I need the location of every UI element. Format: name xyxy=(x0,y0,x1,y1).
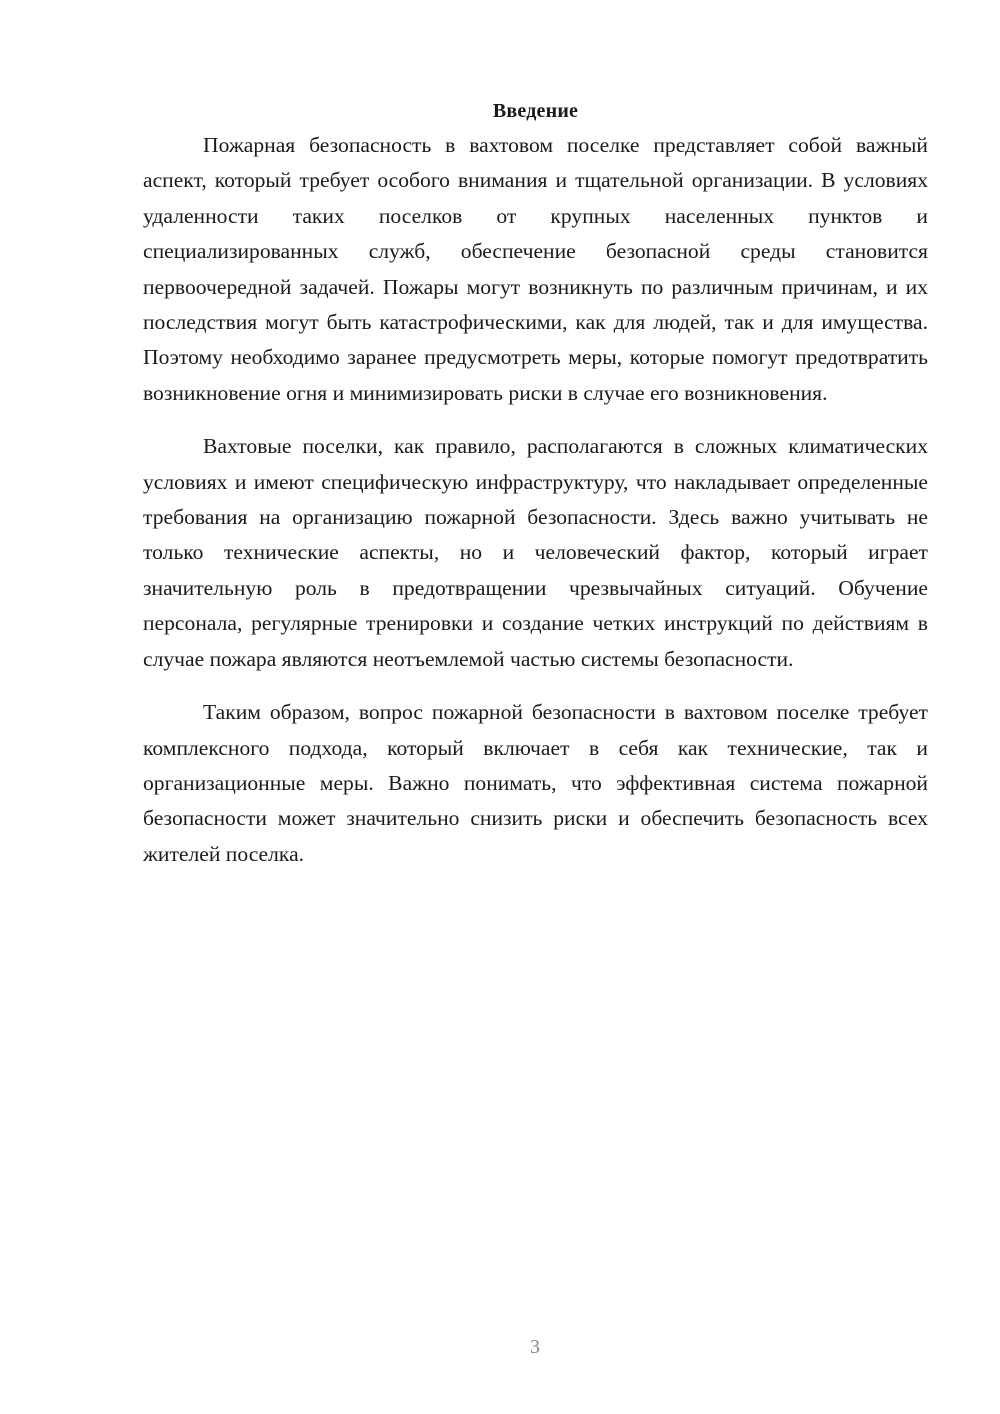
page-content xyxy=(143,96,928,872)
paragraph-3: Таким образом, вопрос пожарной безопасности в вахтовом поселке требует комплексного подхода, который включает в себя как технические, так и организационные меры. Важно понимать, что эффективная система пожарной безопасности может значительно снизить риски и обеспечить безопасность всех жителей поселка. xyxy=(143,700,928,866)
section-heading: Введение xyxy=(492,100,579,122)
paragraph-1: Пожарная безопасность в вахтовом поселке представляет собой важный аспект, который требует особого внимания и тщательной организации. В условиях удаленности таких поселков от крупных населенных пунктов и специализированных служб, обеспечение безопасной среды становится первоочередной задачей. Пожары могут возникнуть по различным причинам, и их последствия могут быть катастрофическими, как для людей, так и для имущества. Поэтому необходимо заранее предусмотреть меры, которые помогут предотвратить возникновение огня и минимизировать риски в случае его возникновения. xyxy=(143,133,928,405)
page-number: 3 xyxy=(530,1336,540,1358)
paragraph-2: Вахтовые поселки, как правило, располагаются в сложных климатических условиях и имеют специфическую инфраструктуру, что накладывает определенные требования на организацию пожарной безопасности. Здесь важно учитывать не только технические аспекты, но и человеческий фактор, который играет значительную роль в предотвращении чрезвычайных ситуаций. Обучение персонала, регулярные тренировки и создание четких инструкций по действиям в случае пожара являются неотъемлемой частью системы безопасности. xyxy=(143,434,928,671)
